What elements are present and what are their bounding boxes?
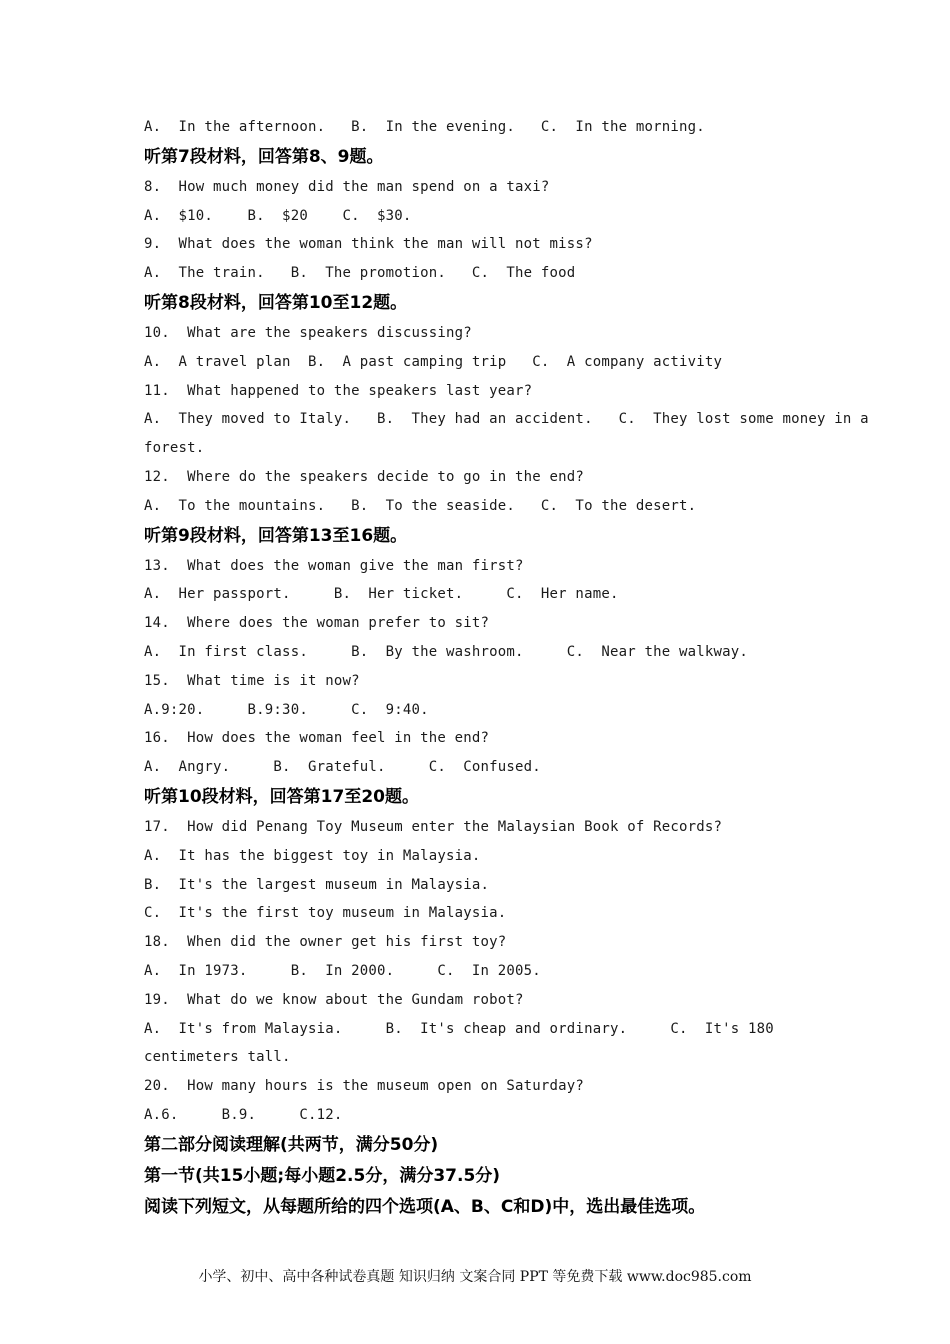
question-line: centimeters tall. bbox=[144, 1049, 291, 1066]
section-heading: 听第9段材料，回答第13至16题。 bbox=[144, 525, 408, 546]
question-line: A.6. B.9. C.12. bbox=[144, 1106, 343, 1123]
section-heading: 听第7段材料，回答第8、9题。 bbox=[144, 146, 384, 167]
question-line: A. Her passport. B. Her ticket. C. Her name. bbox=[144, 586, 619, 603]
question-line: A. To the mountains. B. To the seaside. C. To the desert. bbox=[144, 497, 697, 514]
question-line: 10. What are the speakers discussing? bbox=[144, 324, 472, 341]
question-line: A. It has the biggest toy in Malaysia. bbox=[144, 847, 481, 864]
question-line: 8. How much money did the man spend on a taxi? bbox=[144, 178, 550, 195]
question-line: A. The train. B. The promotion. C. The food bbox=[144, 265, 576, 282]
question-line: A.9:20. B.9:30. C. 9:40. bbox=[144, 701, 429, 718]
question-line: 12. Where do the speakers decide to go in the end? bbox=[144, 468, 585, 485]
question-line: 11. What happened to the speakers last year? bbox=[144, 382, 533, 399]
question-line: 17. How did Penang Toy Museum enter the Malaysian Book of Records? bbox=[144, 818, 723, 835]
question-line: 13. What does the woman give the man first? bbox=[144, 557, 524, 574]
question-line: forest. bbox=[144, 440, 205, 457]
section-heading: 阅读下列短文，从每题所给的四个选项(A、B、C和D)中，选出最佳选项。 bbox=[144, 1196, 706, 1217]
question-line: B. It's the largest museum in Malaysia. bbox=[144, 876, 490, 893]
question-line: C. It's the first toy museum in Malaysia. bbox=[144, 905, 507, 922]
question-line: A. It's from Malaysia. B. It's cheap and ordinary. C. It's 180 bbox=[144, 1020, 774, 1037]
section-heading: 第二部分阅读理解(共两节，满分50分) bbox=[144, 1134, 439, 1155]
question-line: A. $10. B. $20 C. $30. bbox=[144, 207, 412, 224]
page-footer: 小学、初中、高中各种试卷真题 知识归纳 文案合同 PPT 等免费下载 www.doc985.com bbox=[198, 1269, 752, 1285]
question-line: A. In first class. B. By the washroom. C. Near the walkway. bbox=[144, 643, 749, 660]
question-line: A. They moved to Italy. B. They had an accident. C. They lost some money in a bbox=[144, 411, 869, 428]
exam-content bbox=[144, 113, 869, 1223]
question-line: 19. What do we know about the Gundam robot? bbox=[144, 991, 524, 1008]
question-line: A. Angry. B. Grateful. C. Confused. bbox=[144, 759, 541, 776]
question-line: 18. When did the owner get his first toy? bbox=[144, 934, 507, 951]
question-line: 14. Where does the woman prefer to sit? bbox=[144, 615, 490, 632]
question-line: A. In 1973. B. In 2000. C. In 2005. bbox=[144, 962, 541, 979]
question-line: A. In the afternoon. B. In the evening. C. In the morning. bbox=[144, 119, 705, 135]
question-line: A. A travel plan B. A past camping trip C. A company activity bbox=[144, 353, 723, 370]
question-line: 9. What does the woman think the man will not miss? bbox=[144, 236, 593, 253]
section-heading: 第一节(共15小题;每小题2.5分，满分37.5分) bbox=[144, 1165, 501, 1186]
section-heading: 听第8段材料，回答第10至12题。 bbox=[144, 292, 408, 313]
question-line: 16. How does the woman feel in the end? bbox=[144, 730, 490, 747]
question-line: 20. How many hours is the museum open on Saturday? bbox=[144, 1078, 585, 1095]
section-heading: 听第10段材料，回答第17至20题。 bbox=[144, 786, 419, 807]
question-line: 15. What time is it now? bbox=[144, 672, 360, 689]
